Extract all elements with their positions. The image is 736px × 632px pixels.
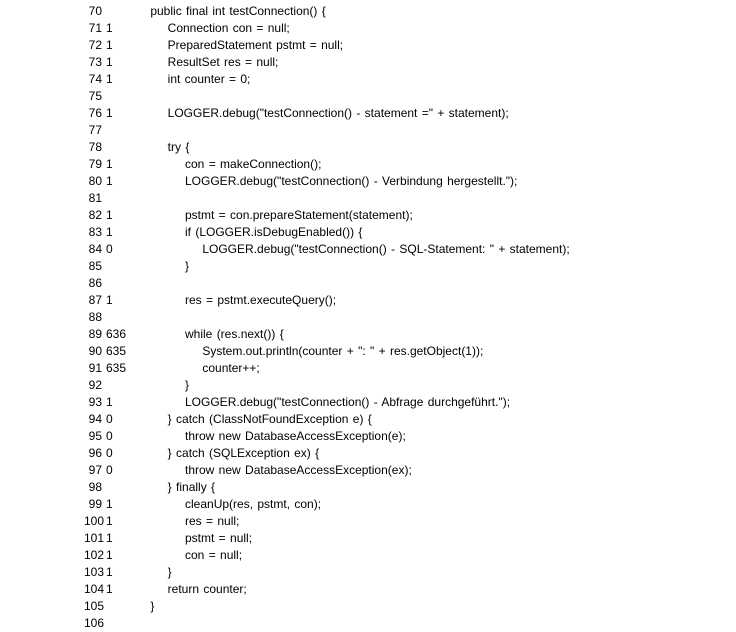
hit-count: 1 — [106, 157, 113, 171]
hit-count: 1 — [106, 55, 113, 69]
line-number: 83 — [88, 225, 102, 239]
source-code: } catch (ClassNotFoundException e) { — [133, 412, 372, 426]
hit-count: 635 — [106, 344, 127, 358]
code-line — [84, 3, 736, 20]
hit-count: 1 — [106, 531, 113, 545]
code-line — [84, 275, 736, 292]
source-code: LOGGER.debug("testConnection() - Abfrage durchgeführt."); — [133, 395, 511, 409]
line-number: 97 — [88, 463, 102, 477]
hit-count: 0 — [106, 429, 113, 443]
source-code: } — [133, 259, 190, 273]
source-code: System.out.println(counter + ": " + res.getObject(1)); — [133, 344, 484, 358]
line-number: 82 — [88, 208, 102, 222]
hit-count: 1 — [106, 514, 113, 528]
line-number: 76 — [88, 106, 102, 120]
line-number: 71 — [88, 21, 102, 35]
code-line — [84, 173, 736, 190]
line-number: 73 — [88, 55, 102, 69]
hit-count — [106, 190, 133, 207]
code-line — [84, 20, 736, 37]
code-line — [84, 547, 736, 564]
line-number: 100 — [84, 514, 105, 528]
line-number: 93 — [88, 395, 102, 409]
code-line — [84, 326, 736, 343]
code-line — [84, 156, 736, 173]
source-code: con = makeConnection(); — [133, 157, 322, 171]
code-line — [84, 530, 736, 547]
line-number: 103 — [84, 565, 105, 579]
line-number: 79 — [88, 157, 102, 171]
source-code: int counter = 0; — [133, 72, 251, 86]
line-number: 94 — [88, 412, 102, 426]
source-code: LOGGER.debug("testConnection() - statement =" + statement); — [133, 106, 509, 120]
line-number: 70 — [88, 4, 102, 18]
code-line — [84, 445, 736, 462]
code-line — [84, 241, 736, 258]
source-code: cleanUp(res, pstmt, con); — [133, 497, 322, 511]
hit-count — [106, 139, 133, 156]
source-code: ResultSet res = null; — [133, 55, 279, 69]
line-number: 80 — [88, 174, 102, 188]
source-code: throw new DatabaseAccessException(ex); — [133, 463, 412, 477]
line-number: 90 — [88, 344, 102, 358]
line-number: 72 — [88, 38, 102, 52]
hit-count: 1 — [106, 38, 113, 52]
source-code: try { — [133, 140, 190, 154]
code-line — [84, 37, 736, 54]
hit-count — [106, 3, 133, 20]
source-code: res = pstmt.executeQuery(); — [133, 293, 337, 307]
code-line — [84, 496, 736, 513]
code-line — [84, 88, 736, 105]
code-line — [84, 428, 736, 445]
code-line — [84, 292, 736, 309]
hit-count — [106, 88, 133, 105]
code-line — [84, 343, 736, 360]
line-number: 99 — [88, 497, 102, 511]
line-number: 75 — [88, 89, 102, 103]
source-code: pstmt = con.prepareStatement(statement); — [133, 208, 413, 222]
hit-count: 0 — [106, 242, 113, 256]
hit-count — [106, 479, 133, 496]
line-number: 92 — [88, 378, 102, 392]
source-code: pstmt = null; — [133, 531, 253, 545]
hit-count: 1 — [106, 21, 113, 35]
code-line — [84, 479, 736, 496]
code-line — [84, 224, 736, 241]
source-code: } finally { — [133, 480, 216, 494]
hit-count — [106, 309, 133, 326]
hit-count — [106, 258, 133, 275]
hit-count — [106, 275, 133, 292]
hit-count: 635 — [106, 361, 127, 375]
hit-count: 1 — [106, 565, 113, 579]
source-code: } — [133, 599, 155, 613]
code-line — [84, 105, 736, 122]
source-code: counter++; — [133, 361, 260, 375]
source-code: Connection con = null; — [133, 21, 290, 35]
line-number: 101 — [84, 531, 105, 545]
line-number: 104 — [84, 582, 105, 596]
code-line — [84, 360, 736, 377]
source-code: } — [133, 378, 190, 392]
line-number: 77 — [88, 123, 102, 137]
hit-count — [106, 598, 133, 615]
hit-count: 0 — [106, 412, 113, 426]
code-line — [84, 394, 736, 411]
source-code: con = null; — [133, 548, 243, 562]
line-number: 105 — [84, 599, 105, 613]
line-number: 95 — [88, 429, 102, 443]
line-number: 85 — [88, 259, 102, 273]
source-code: } catch (SQLException ex) { — [133, 446, 320, 460]
source-code: LOGGER.debug("testConnection() - SQL-Statement: " + statement); — [133, 242, 570, 256]
line-number: 74 — [88, 72, 102, 86]
line-number: 89 — [88, 327, 102, 341]
code-line — [84, 258, 736, 275]
line-number: 84 — [88, 242, 102, 256]
line-number: 106 — [84, 616, 105, 630]
hit-count: 1 — [106, 225, 113, 239]
code-line — [84, 581, 736, 598]
source-code: } — [133, 565, 172, 579]
line-number: 96 — [88, 446, 102, 460]
source-code: res = null; — [133, 514, 240, 528]
code-line — [84, 71, 736, 88]
line-number: 88 — [88, 310, 102, 324]
source-code: throw new DatabaseAccessException(e); — [133, 429, 406, 443]
hit-count: 1 — [106, 548, 113, 562]
line-number: 102 — [84, 548, 105, 562]
code-line — [84, 411, 736, 428]
hit-count: 1 — [106, 208, 113, 222]
hit-count: 0 — [106, 463, 113, 477]
line-number: 91 — [88, 361, 102, 375]
hit-count: 636 — [106, 327, 127, 341]
source-code: while (res.next()) { — [133, 327, 284, 341]
hit-count: 1 — [106, 395, 113, 409]
hit-count: 1 — [106, 293, 113, 307]
line-number: 87 — [88, 293, 102, 307]
source-code: PreparedStatement pstmt = null; — [133, 38, 344, 52]
code-line — [84, 462, 736, 479]
code-line — [84, 377, 736, 394]
line-number: 86 — [88, 276, 102, 290]
line-number: 78 — [88, 140, 102, 154]
code-line — [84, 615, 736, 632]
code-line — [84, 139, 736, 156]
code-line — [84, 122, 736, 139]
hit-count: 1 — [106, 582, 113, 596]
hit-count — [106, 615, 133, 632]
source-code: return counter; — [133, 582, 247, 596]
source-code: LOGGER.debug("testConnection() - Verbindung hergestellt."); — [133, 174, 518, 188]
code-line — [84, 309, 736, 326]
hit-count: 1 — [106, 174, 113, 188]
hit-count: 1 — [106, 497, 113, 511]
source-code: public final int testConnection() { — [133, 4, 326, 18]
hit-count: 1 — [106, 72, 113, 86]
code-line — [84, 513, 736, 530]
code-line — [84, 190, 736, 207]
line-number: 98 — [88, 480, 102, 494]
line-number: 81 — [88, 191, 102, 205]
code-line — [84, 564, 736, 581]
hit-count: 0 — [106, 446, 113, 460]
code-line — [84, 54, 736, 71]
code-line — [84, 207, 736, 224]
hit-count — [106, 122, 133, 139]
hit-count — [106, 377, 133, 394]
source-code: if (LOGGER.isDebugEnabled()) { — [133, 225, 363, 239]
hit-count: 1 — [106, 106, 113, 120]
code-line — [84, 598, 736, 615]
